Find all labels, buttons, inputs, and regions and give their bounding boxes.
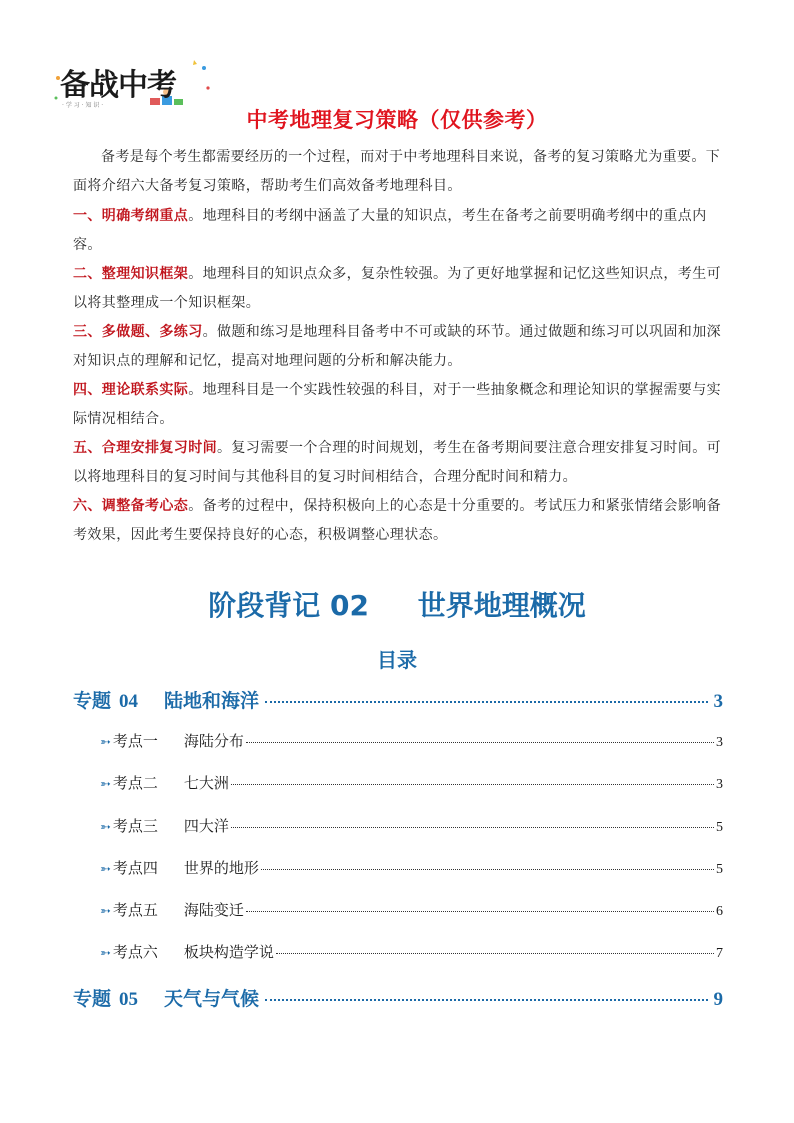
toc-point-name: 海陆分布 xyxy=(183,732,244,750)
toc-topic-05[interactable] xyxy=(73,984,723,1011)
arrow-right-icon: ➳ xyxy=(100,946,111,961)
arrow-right-icon: ➳ xyxy=(100,904,111,919)
toc-point-5[interactable] xyxy=(100,899,723,920)
toc-topic-name: 天气与气候 xyxy=(164,988,260,1010)
toc-leader xyxy=(265,999,707,1001)
arrow-right-icon: ➳ xyxy=(100,735,111,750)
toc-point-name: 四大洋 xyxy=(183,817,229,835)
strategy-body: 。地理科目是一个实践性较强的科目，对于一些抽象概念和理论知识的掌握需要与实际情况相结合。 xyxy=(73,382,722,427)
strategy-body: 。地理科目的考纲中涵盖了大量的知识点，考生在备考之前要明确考纲中的重点内容。 xyxy=(73,208,707,253)
toc-page-number: 3 xyxy=(716,777,723,792)
toc-point-label: 考点五 xyxy=(112,901,158,919)
toc-leader xyxy=(265,701,707,703)
toc-point-name: 世界的地形 xyxy=(183,859,259,877)
toc-point-4[interactable] xyxy=(100,857,723,878)
toc-leader xyxy=(231,784,714,785)
toc-point-label: 考点三 xyxy=(112,817,158,835)
logo-subtitle: · 学 习 · 知 识 · xyxy=(62,102,104,109)
strategy-body: 。备考的过程中，保持积极向上的心态是十分重要的。考试压力和紧张情绪会影响备考效果，因此考生要保持良好的心态，积极调整心理状态。 xyxy=(73,498,722,543)
toc-point-label: 考点四 xyxy=(112,859,158,877)
strategy-paragraph xyxy=(73,434,725,491)
toc-point-3[interactable] xyxy=(100,815,723,836)
toc-topic-name: 陆地和海洋 xyxy=(164,690,260,712)
toc-point-name: 七大洲 xyxy=(183,774,229,792)
arrow-right-icon: ➳ xyxy=(100,820,111,835)
strategy-paragraph xyxy=(73,492,725,549)
strategy-paragraph xyxy=(73,318,725,375)
page-title: 中考地理复习策略（仅供参考） xyxy=(246,108,548,132)
toc-point-label: 考点二 xyxy=(112,774,158,792)
strategy-body: 。做题和练习是地理科目备考中不可或缺的环节。通过做题和练习可以巩固和加深对知识点的理解和记忆，提高对地理问题的分析和解决能力。 xyxy=(73,324,722,369)
arrow-right-icon: ➳ xyxy=(100,777,111,792)
toc-point-name: 海陆变迁 xyxy=(183,901,244,919)
toc-leader xyxy=(276,953,714,954)
strategy-paragraph xyxy=(73,202,725,259)
toc-point-2[interactable] xyxy=(100,772,723,793)
toc-title: 目录 xyxy=(377,648,417,672)
strategy-paragraph xyxy=(73,260,725,317)
toc-leader xyxy=(231,827,714,828)
strategy-heading: 六、调整备考心态 xyxy=(73,498,189,514)
strategy-heading: 二、整理知识框架 xyxy=(73,266,189,282)
strategy-body: 。复习需要一个合理的时间规划，考生在备考期间要注意合理安排复习时间。可以将地理科目的复习时间与其他科目的复习时间相结合，合理分配时间和精力。 xyxy=(73,440,721,485)
toc-page-number: 3 xyxy=(713,691,723,712)
toc-leader xyxy=(261,869,714,870)
toc-topic-04[interactable] xyxy=(73,686,723,713)
arrow-right-icon: ➳ xyxy=(100,862,111,877)
toc-point-label: 考点六 xyxy=(112,943,158,961)
toc-topic-label: 专题 xyxy=(73,690,112,712)
toc-point-name: 板块构造学说 xyxy=(183,943,274,961)
intro-paragraph: 备考是每个考生都需要经历的一个过程，而对于中考地理科目来说，备考的复习策略尤为重要。下面将介绍六大备考复习策略，帮助考生们高效备考地理科目。 xyxy=(73,149,721,194)
toc-point-6[interactable] xyxy=(100,941,723,962)
toc-topic-number: 04 xyxy=(119,691,139,712)
strategy-heading: 一、明确考纲重点 xyxy=(73,208,189,224)
strategy-heading: 四、理论联系实际 xyxy=(73,382,189,398)
toc-page-number: 3 xyxy=(716,735,723,750)
toc-topic-number: 05 xyxy=(119,989,139,1010)
toc-page-number: 9 xyxy=(713,989,723,1010)
toc-page-number: 6 xyxy=(716,904,723,919)
toc-topic-label: 专题 xyxy=(73,988,112,1010)
strategy-heading: 三、多做题、多练习 xyxy=(73,324,203,340)
strategy-body: 。地理科目的知识点众多，复杂性较强。为了更好地掌握和记忆这些知识点，考生可以将其整理成一个知识框架。 xyxy=(73,266,722,311)
toc-leader xyxy=(246,911,714,912)
toc-page-number: 5 xyxy=(716,862,723,877)
section-title: 阶段背记 02 世界地理概况 xyxy=(208,589,586,622)
toc-point-1[interactable] xyxy=(100,730,723,751)
strategy-paragraph xyxy=(73,376,725,433)
logo-text: 备战中考 xyxy=(60,68,176,103)
toc-page-number: 7 xyxy=(716,946,723,961)
strategy-heading: 五、合理安排复习时间 xyxy=(73,440,217,456)
toc-point-label: 考点一 xyxy=(112,732,158,750)
toc-leader xyxy=(246,742,714,743)
toc-page-number: 5 xyxy=(716,820,723,835)
